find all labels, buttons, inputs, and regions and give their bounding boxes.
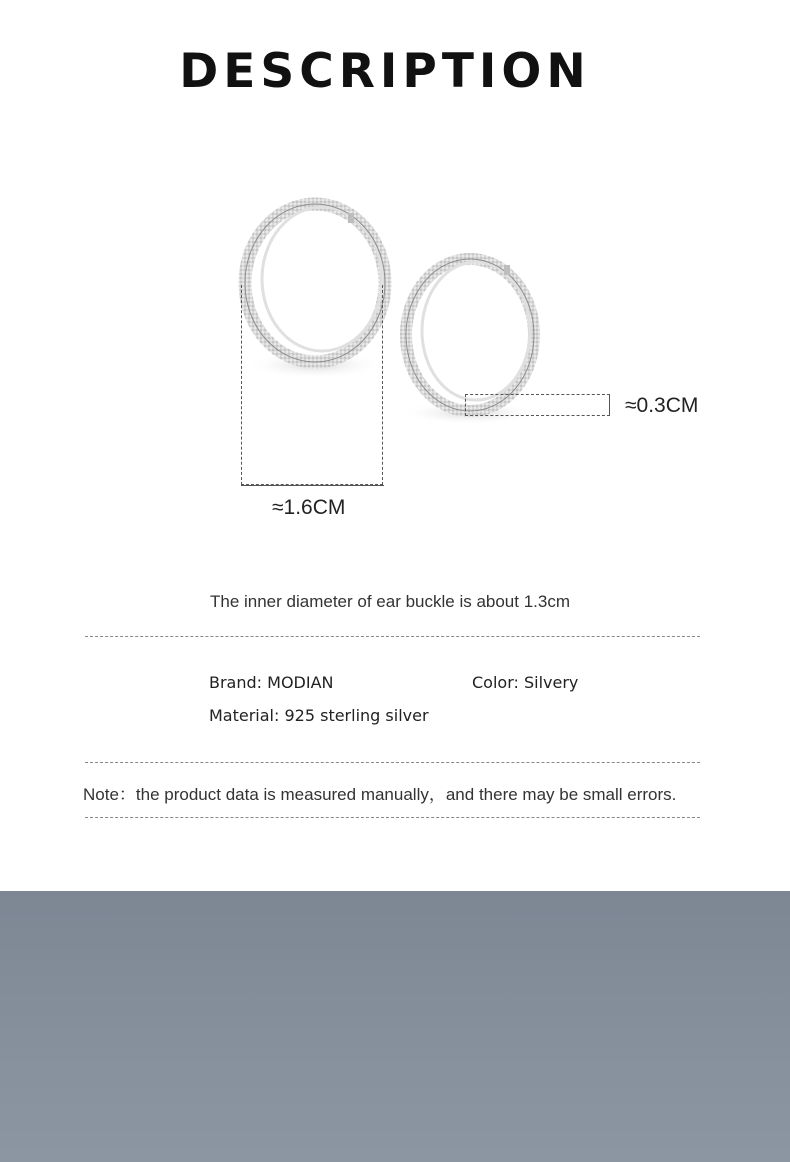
divider [85,817,700,818]
height-label: ≈1.6CM [272,496,346,519]
divider [85,762,700,763]
inner-diameter-text: The inner diameter of ear buckle is about 1.3cm [209,592,571,611]
width-dimension-guide [465,394,610,416]
color-spec: Color: Silvery [472,673,579,692]
height-dimension-guide [241,285,383,485]
page-title: DESCRIPTION [179,44,591,99]
width-label: ≈0.3CM [625,394,699,417]
brand-spec: Brand: MODIAN [209,673,334,692]
note-text: Note：the product data is measured manually，and there may be small errors. [83,785,677,804]
footer-grey-panel [0,891,790,1162]
divider [85,636,700,637]
material-spec: Material: 925 sterling silver [209,706,429,725]
height-dimension-guide-bottom [241,485,384,486]
